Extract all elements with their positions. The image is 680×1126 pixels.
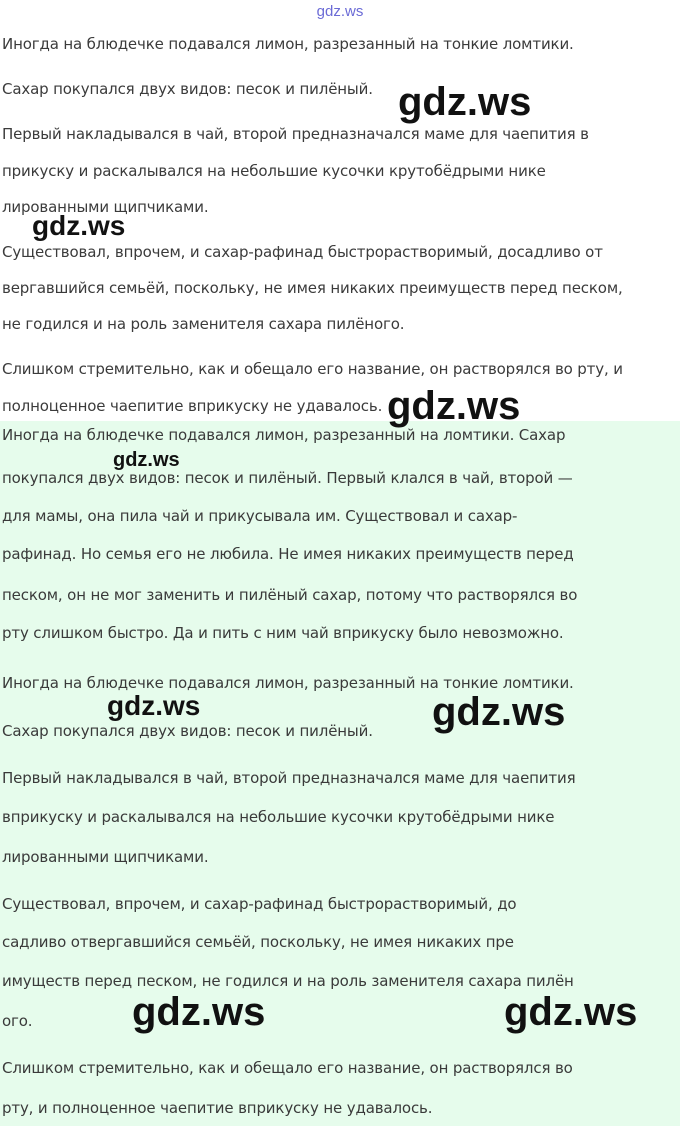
text-line: ого. <box>2 1012 33 1030</box>
watermark: gdz.ws <box>387 384 521 428</box>
text-line: Иногда на блюдечке подавался лимон, разрезанный на тонкие ломтики. <box>2 674 574 692</box>
watermark: gdz.ws <box>113 449 180 471</box>
text-line: Слишком стремительно, как и обещало его название, он растворялся во <box>2 1059 573 1077</box>
text-line: не годился и на роль заменителя сахара пилёного. <box>2 315 405 333</box>
text-line: вергавшийся семьёй, поскольку, не имея никаких преимуществ перед песком, <box>2 279 623 297</box>
text-line: покупался двух видов: песок и пилёный. Первый клался в чай, второй — <box>2 469 573 487</box>
text-line: Сахар покупался двух видов: песок и пилёный. <box>2 722 373 740</box>
text-line: прикуску и раскалывался на небольшие кусочки крутобёдрыми нике <box>2 162 546 180</box>
text-line: вприкуску и раскалывался на небольшие кусочки крутобёдрыми нике <box>2 808 555 826</box>
text-line: полноценное чаепитие вприкуску не удавалось. <box>2 397 383 415</box>
watermark: gdz.ws <box>432 690 566 734</box>
text-line: лированными щипчиками. <box>2 198 209 216</box>
watermark: gdz.ws <box>132 990 266 1034</box>
text-line: Существовал, впрочем, и сахар-рафинад быстрорастворимый, досадливо от <box>2 243 603 261</box>
text-line: Иногда на блюдечке подавался лимон, разрезанный на ломтики. Сахар <box>2 426 566 444</box>
text-line: имуществ перед песком, не годился и на роль заменителя сахара пилён <box>2 972 574 990</box>
text-line: садливо отвергавшийся семьёй, поскольку, не имея никаких пре <box>2 933 514 951</box>
text-line: лированными щипчиками. <box>2 848 209 866</box>
watermark: gdz.ws <box>504 990 638 1034</box>
text-line: Иногда на блюдечке подавался лимон, разрезанный на тонкие ломтики. <box>2 35 574 53</box>
text-line: Первый накладывался в чай, второй предназначался маме для чаепития в <box>2 125 589 143</box>
text-line: Существовал, впрочем, и сахар-рафинад быстрорастворимый, до <box>2 895 517 913</box>
watermark: gdz.ws <box>398 80 532 124</box>
text-line: песком, он не мог заменить и пилёный сахар, потому что растворялся во <box>2 586 578 604</box>
text-line: для мамы, она пила чай и прикусывала им. Существовал и сахар- <box>2 507 518 525</box>
text-line: рту, и полноценное чаепитие вприкуску не удавалось. <box>2 1099 433 1117</box>
watermark: gdz.ws <box>32 210 126 241</box>
text-line: рафинад. Но семья его не любила. Не имея никаких преимуществ перед <box>2 545 574 563</box>
text-line: Первый накладывался в чай, второй предназначался маме для чаепития <box>2 769 576 787</box>
text-line: Слишком стремительно, как и обещало его название, он растворялся во рту, и <box>2 360 623 378</box>
site-link[interactable]: gdz.ws <box>316 3 364 20</box>
watermark: gdz.ws <box>107 690 201 721</box>
text-line: Сахар покупался двух видов: песок и пилёный. <box>2 80 373 98</box>
text-line: рту слишком быстро. Да и пить с ним чай вприкуску было невозможно. <box>2 624 564 642</box>
